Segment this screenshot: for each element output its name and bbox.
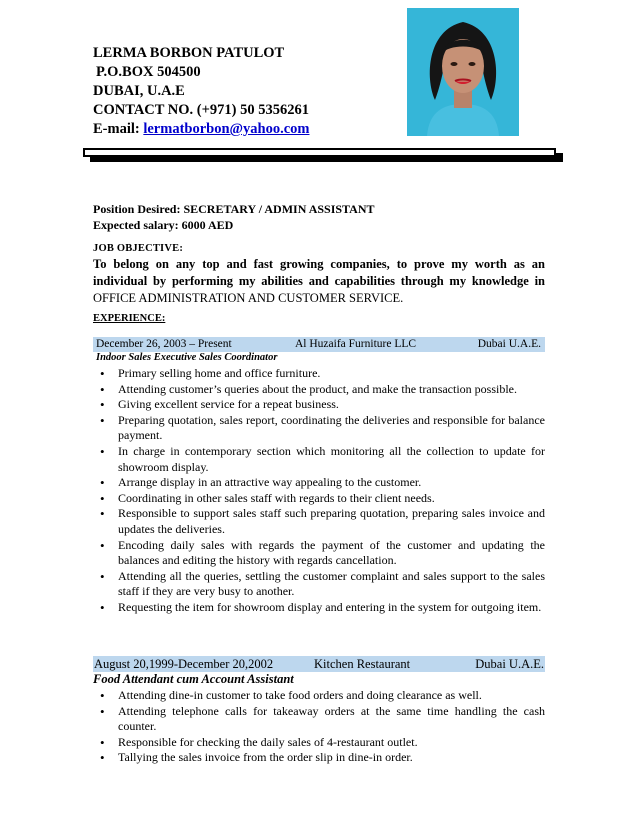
list-item: • Coordinating in other sales staff with regards to their client needs.	[93, 491, 545, 507]
candidate-name: LERMA BORBON PATULOT	[93, 45, 285, 61]
job-location: Dubai U.A.E.	[477, 338, 541, 350]
position-desired: Position Desired: SECRETARY / ADMIN ASSISTANT	[93, 202, 375, 216]
job-header-bar	[93, 656, 545, 672]
objective-line-2: individual by performing my abilities and capabilities through my knowledge in	[93, 274, 545, 288]
header-divider	[83, 148, 556, 157]
list-item: • Responsible to support sales staff such preparing quotation, preparing sales invoice and updates the deliveries.	[93, 506, 545, 537]
list-item: • Attending dine-in customer to take food orders and doing clearance as well.	[93, 688, 545, 704]
objective-heading: JOB OBJECTIVE:	[93, 243, 184, 254]
list-item: • Responsible for checking the daily sales of 4-restaurant outlet.	[93, 735, 545, 751]
job-duties-list	[93, 688, 545, 766]
job-title: Food Attendant cum Account Assistant	[93, 672, 294, 686]
job-duties-list	[93, 366, 545, 616]
list-item: • Primary selling home and office furniture.	[93, 366, 545, 382]
job-company: Kitchen Restaurant	[314, 657, 411, 671]
email-line	[93, 120, 413, 139]
list-item: • Giving excellent service for a repeat business.	[93, 397, 545, 413]
list-item: • In charge in contemporary section which monitoring all the collection to update for showroom display.	[93, 444, 545, 475]
position-section	[93, 201, 545, 233]
objective-line-3: OFFICE ADMINISTRATION AND CUSTOMER SERVICE.	[93, 291, 404, 305]
city: DUBAI, U.A.E	[93, 83, 185, 99]
po-box: P.O.BOX 504500	[96, 64, 201, 80]
list-item: • Arrange display in an attractive way appealing to the customer.	[93, 475, 545, 491]
experience-heading: EXPERIENCE:	[93, 313, 166, 324]
job-dates: December 26, 2003 – Present	[96, 338, 232, 350]
list-item: • Attending all the queries, settling the customer complaint and sales support to the sales staff if they are very busy to another.	[93, 569, 545, 600]
list-item: • Tallying the sales invoice from the order slip in dine-in order.	[93, 750, 545, 766]
list-item: • Requesting the item for showroom display and entering in the system for outgoing item.	[93, 600, 545, 616]
contact-block	[93, 44, 413, 139]
list-item: • Preparing quotation, sales report, coordinating the deliveries and responsible for balance payment.	[93, 413, 545, 444]
job-header-bar	[93, 337, 545, 352]
list-item: • Attending customer’s queries about the product, and make the transaction possible.	[93, 382, 545, 398]
phone-number: CONTACT NO. (+971) 50 5356261	[93, 102, 309, 118]
list-item: • Encoding daily sales with regards the payment of the customer and updating the balances and editing the history with regards cancellation.	[93, 538, 545, 569]
portrait-illustration	[407, 8, 519, 136]
job-title: Indoor Sales Executive Sales Coordinator	[96, 352, 278, 363]
objective-line-1: To belong on any top and fast growing companies, to prove my worth as an	[93, 257, 545, 271]
email-link[interactable]: lermatborbon@yahoo.com	[143, 121, 310, 137]
profile-photo	[407, 8, 519, 136]
job-location: Dubai U.A.E.	[475, 657, 544, 671]
expected-salary: Expected salary: 6000 AED	[93, 218, 234, 232]
email-label: E-mail:	[93, 121, 140, 137]
job-dates: August 20,1999-December 20,2002	[94, 657, 274, 671]
list-item: • Attending telephone calls for takeaway orders at the same time handling the cash counter.	[93, 704, 545, 735]
job-company: Al Huzaifa Furniture LLC	[295, 338, 417, 350]
objective-text	[93, 256, 545, 307]
